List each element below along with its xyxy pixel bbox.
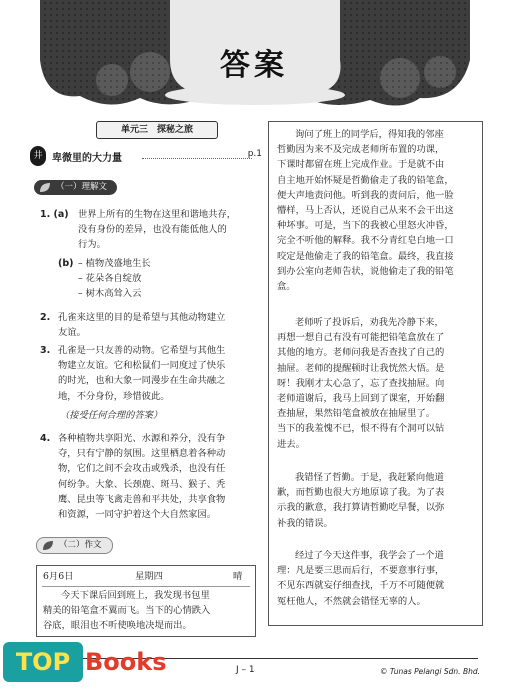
page-title: 答案 [220,48,288,83]
diary-weekday: 星期四 [135,571,163,582]
q4-answer [58,431,225,522]
text-line: 完全不听他的解释。我不分青红皂白地一口 [277,235,454,247]
diary-line: 精美的铅笔盒不翼而飞。当下的心情跌入 [43,605,211,617]
paragraph-3 [277,470,444,531]
right-column-box [268,121,483,626]
unit-label: 单元三 探秘之旅 [96,121,218,139]
text-line: 到办公室向老师告状，说他偷走了我的铅笔 [277,265,454,277]
text-line: 盒。 [277,281,296,293]
composition-pill [36,537,113,554]
footer-page-number: J – 1 [236,665,255,675]
logo-books-text: Books [85,648,167,676]
diary-box [36,565,256,637]
dotted-leader [142,158,252,159]
text-line: 歉，而哲勤也很大方地原谅了我。为了表 [277,487,445,499]
answer-line: 孔雀是一只友善的动物。它希望与其他生 [58,345,226,356]
answer-line: 物，它们之间不会攻击或残杀，也没有任 [58,463,226,475]
answer-line: 各种植物共享阳光、水源和养分，没有争 [58,433,226,444]
composition-label: （二）作文 [59,540,102,550]
comprehension-label: （一）理解文 [56,182,108,192]
text-line: 呀！我刚才太心急了，忘了查找抽屉。向 [277,377,445,389]
text-line: 便大声地责问他。听到我的责问后，他一脸 [277,189,454,201]
text-line: 当下的我羞愧不已，恨不得有个洞可以钻 [277,423,445,435]
q3-answer [58,343,225,404]
answer-note: （接受任何合理的答案） [60,410,163,421]
text-line: 经过了今天这件事，我学会了一个道 [295,550,444,561]
answer-line: 鹰、昆虫等飞禽走兽和平共处，共享食物 [58,493,226,505]
answer-line: 的时光，也和大象一同漫步在生命共融之 [58,375,226,387]
answer-line: 没有身份的差异，也没有能低他人的 [78,224,227,236]
diary-date: 6月6日 [43,571,74,582]
text-line: 老师听了投诉后，劝我先冷静下来， [295,317,444,328]
diary-weather: 晴 [233,571,243,582]
q2-answer [58,310,225,340]
text-line: 理：凡是要三思而后行，不要意事行事， [277,565,445,577]
text-line: 下课时都留在班上完成作业。于是就不由 [277,159,445,171]
text-line: 自主地开始怀疑是哲勤偷走了我的铅笔盒， [277,174,454,186]
rule-line [42,586,250,587]
diary-text [43,588,210,634]
answer-line: 友谊。 [58,327,86,339]
text-line: 查抽屉，果然铅笔盒被放在抽屉里了。 [277,408,436,420]
answer-line: – 树木高耸入云 [78,288,142,300]
q1a-answer [78,207,236,253]
text-line: 询问了班上的同学后，得知我的邻座 [295,129,444,140]
text-line: 种坏事。可是，当下的我被心里怒火冲昏， [277,220,454,232]
topbooks-logo [3,642,183,682]
q4-number: 4. [40,433,51,444]
text-line: 我错怪了哲勤。于是，我赶紧向他道 [295,472,444,483]
text-line: 懵样，马上否认，还说自己从来不会干出这 [277,205,454,217]
paragraph-1 [277,127,454,294]
answer-line: – 花朵各自绽放 [78,273,142,285]
text-line: 再想一想自己有没有可能把铅笔盒放在了 [277,332,445,344]
paragraph-2 [277,315,444,452]
text-line: 哲勤因为来不及完成老师所布置的功课， [277,144,445,156]
answer-line: 物建立友谊。它和松鼠们一同度过了快乐 [58,360,226,372]
paragraph-4 [277,548,444,609]
leaf-icon [39,182,51,193]
q2-number: 2. [40,312,51,323]
text-line: 抽屉。老师的提醒顿时让我恍然大悟。是 [277,362,445,374]
header-banner [0,0,508,112]
answer-line: – 植物茂盛地生长 [78,258,151,269]
q1b-answer [78,256,151,302]
answer-line: 和资源，一同守护着这个大自然家园。 [58,509,217,521]
footer-copyright: © Tunas Pelangi Sdn. Bhd. [380,667,480,676]
section-title: 卑微里的大力量 [52,153,122,164]
answer-line: 何纷争。大象、长颈鹿、斑马、猴子、秃 [58,478,226,490]
section-badge: 井 [30,146,46,166]
answer-line: 孔雀来这里的目的是希望与其他动物建立 [58,312,226,323]
q3-number: 3. [40,345,51,356]
diary-line: 谷底，眼泪也不听使唤地决堤而出。 [43,620,192,632]
answer-line: 地，不分身份，珍惜彼此。 [58,390,170,402]
logo-top-text: TOP [3,642,83,682]
section-page-number: p.1 [247,149,262,159]
text-line: 不见东西就妄仔细查找，千万不可随便就 [277,580,445,592]
text-line: 其他的地方。老师问我是否查找了自己的 [277,347,445,359]
q1b-number: (b) [58,258,74,269]
text-line: 咬定是他偷走了我的铅笔盒。最终，我直接 [277,250,454,262]
answer-line: 夺，只有宁静的氛围。这里栖息着各种动 [58,448,226,460]
diary-line: 今天下课后回到班上，我发现书包里 [61,590,210,601]
text-line: 冤枉他人，不然就会错怪无辜的人。 [277,595,426,607]
text-line: 补我的错误。 [277,517,333,529]
text-line: 老师道谢后，我马上回到了课室，开始翻 [277,393,445,405]
leaf-icon [42,540,54,551]
section-heading [30,146,262,168]
text-line: 进去。 [277,438,305,450]
answer-line: 行为。 [78,239,106,251]
q1a-number: 1. (a) [40,209,69,220]
answer-line: 世界上所有的生物在这里和谐地共存， [78,209,237,220]
comprehension-pill [34,180,117,195]
text-line: 示我的歉意，我打算请哲勤吃早餐，以弥 [277,502,445,514]
